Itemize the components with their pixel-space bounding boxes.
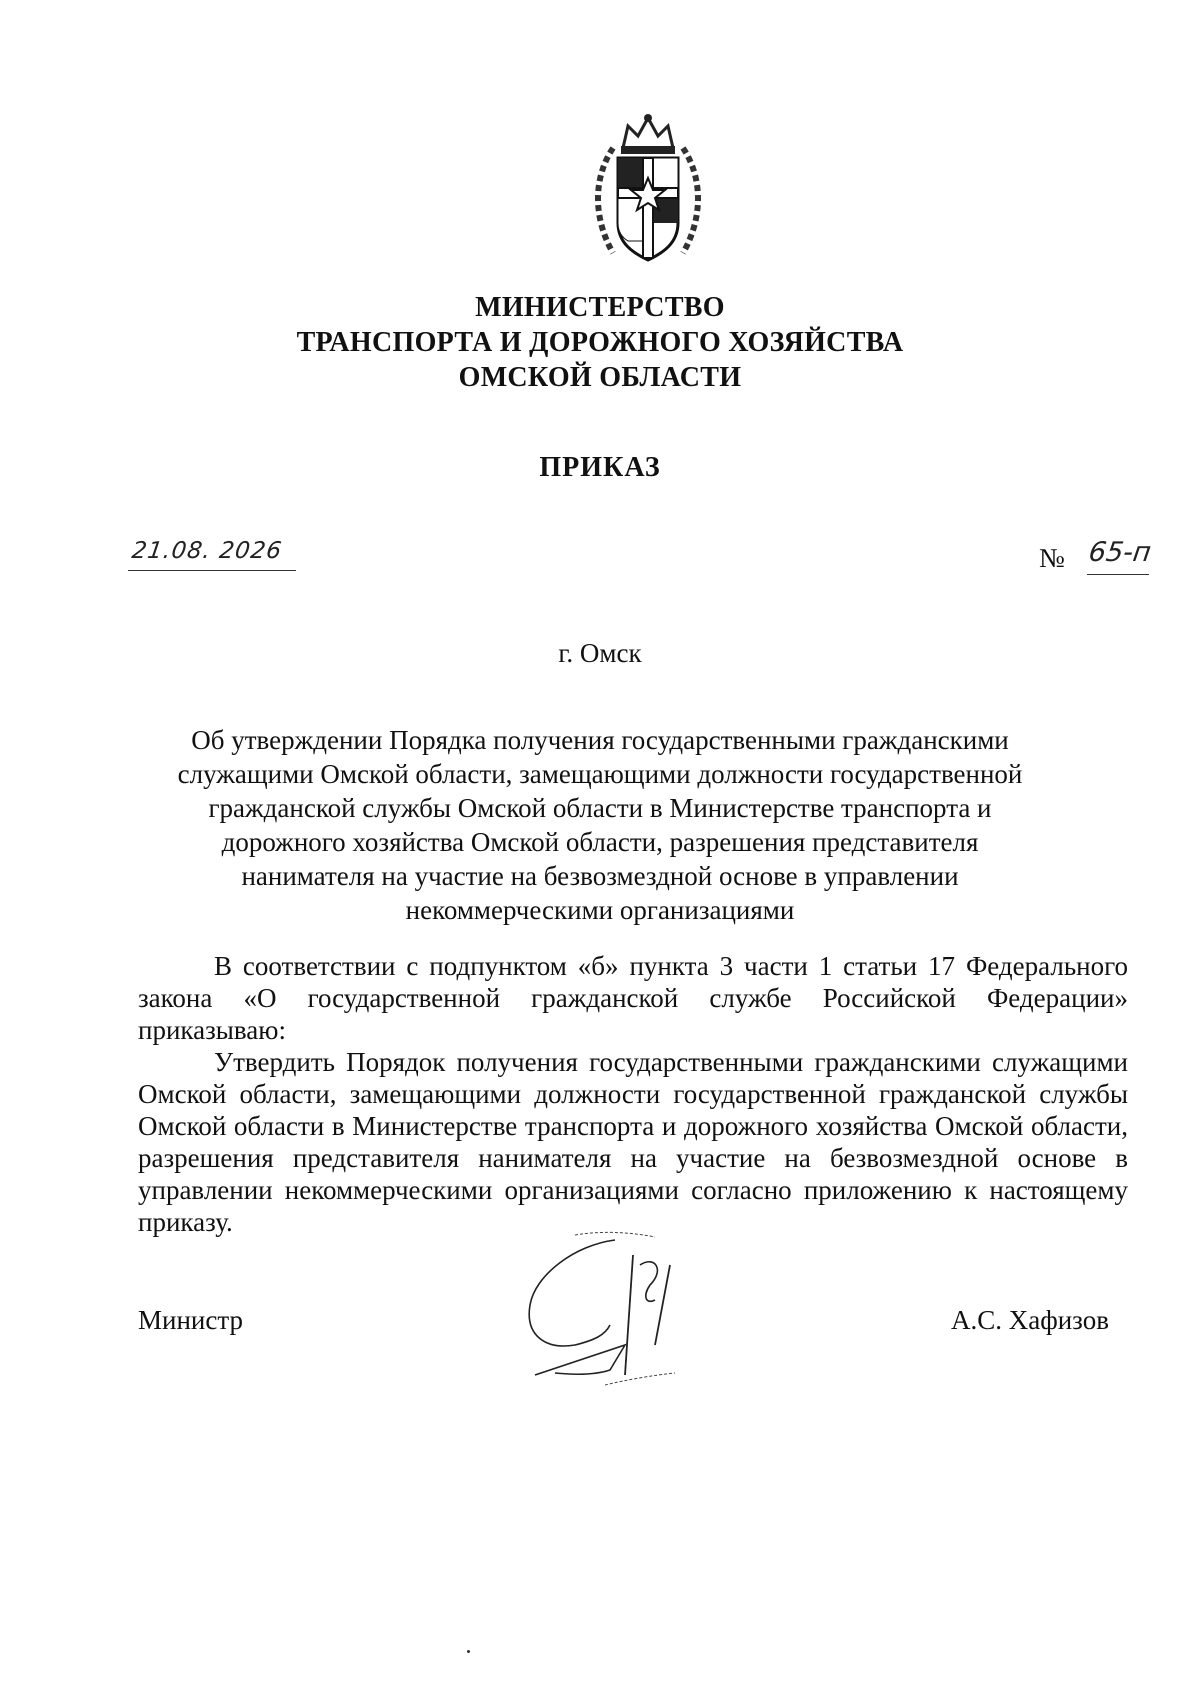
subject-line: гражданской службы Омской области в Министерстве транспорта и [208,793,992,823]
subject-line: нанимателя на участие на безвозмездной основе в управлении [241,861,959,891]
number-underline [1087,574,1149,575]
signature-image [515,1225,715,1395]
document-type: ПРИКАЗ [539,452,661,483]
city: г. Омск [558,638,642,668]
subject-line: служащими Омской области, замещающими должности государственной [177,759,1023,789]
subject-line: некоммерческими организациями [405,895,795,925]
organization-line-3: ОМСКОЙ ОБЛАСТИ [458,362,742,393]
document-date-field [128,538,296,572]
organization-line-2: ТРАНСПОРТА И ДОРОЖНОГО ХОЗЯЙСТВА [296,327,904,358]
subject-line: дорожного хозяйства Омской области, разрешения представителя [221,827,979,857]
body-paragraph-legal-basis: В соответствии с подпунктом «б» пункта 3 части 1 статьи 17 Федерального закона «О государственной гражданской службе Российской Федерации» приказываю: [138,951,1128,1045]
signer-title: Министр [138,1305,243,1335]
organization-name [0,290,1200,395]
document-body [138,950,1128,1238]
document-number: 65-п [1086,537,1153,568]
date-underline [128,570,296,571]
document-number-field [1039,535,1167,575]
document-subject [170,723,1030,927]
document-date: 21.08. 2026 [130,538,284,564]
signer-name: А.С. Хафизов [951,1305,1109,1335]
body-paragraph-order: Утвердить Порядок получения государственными гражданскими служащими Омской области, замещающими должности государственной гражданской службы Омской области в Министерстве транспорта и дорожного хозяйства Омской области, разрешения представителя нанимателя на участие на безвозмездной основе в управлении некоммерческими организациями согласно приложению к настоящему приказу. [138,1047,1128,1237]
subject-line: Об утверждении Порядка получения государственными гражданскими [191,725,1009,755]
organization-line-1: МИНИСТЕРСТВО [475,292,725,323]
scan-dot [467,1650,470,1653]
coat-of-arms-icon [583,108,713,268]
number-sign: № [1039,543,1065,573]
